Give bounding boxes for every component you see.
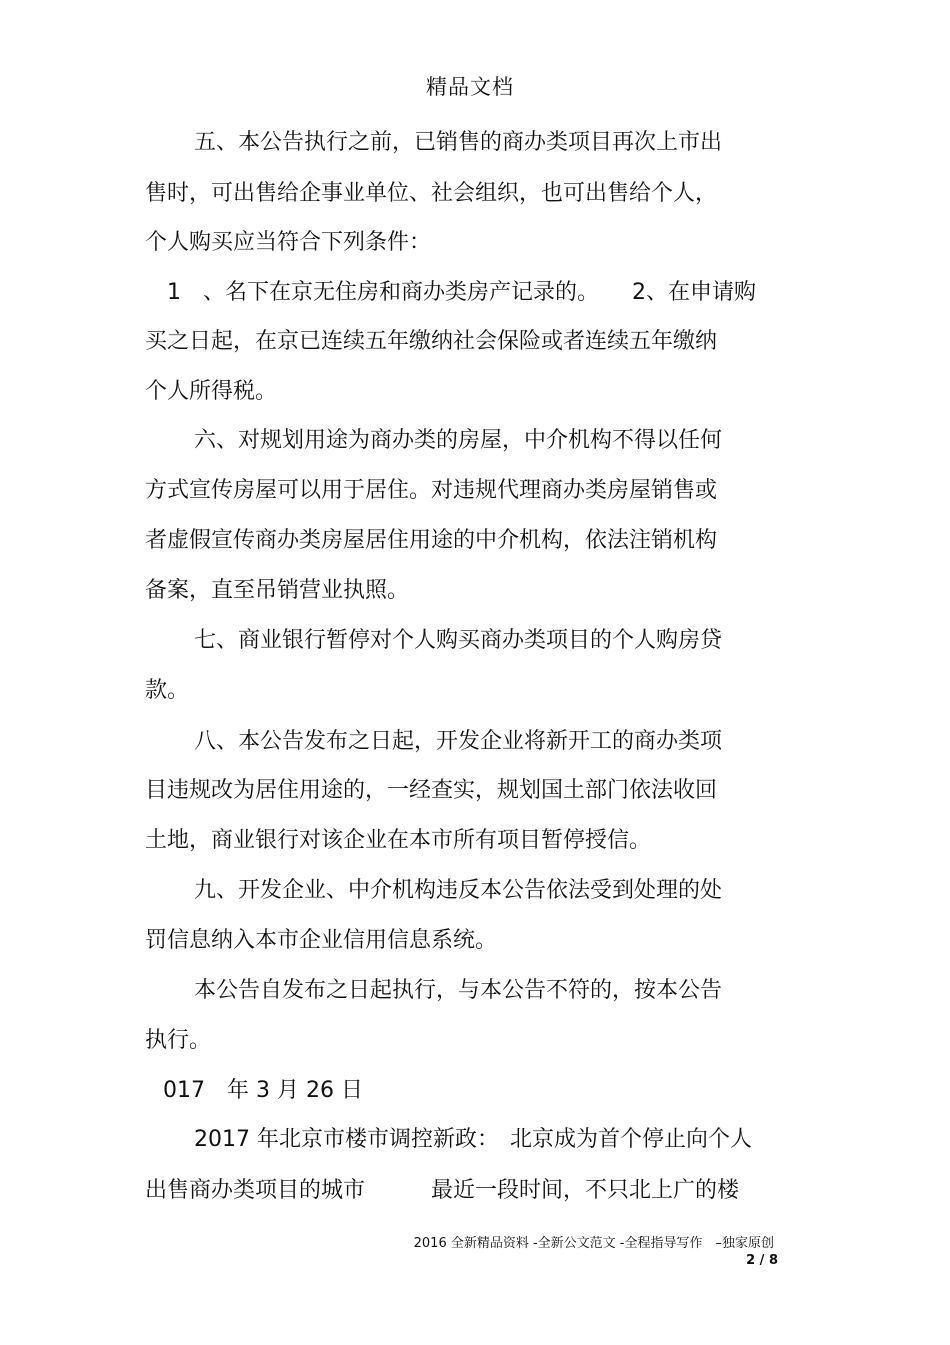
body-line: 备案，直至吊销营业执照。 (145, 578, 410, 603)
body-line: 2017 年北京市楼市调控新政： 北京成为首个停止向个人 (194, 1127, 752, 1152)
date-line: 017 年 3 月 26 日 (163, 1078, 363, 1103)
page-number: 2 / 8 (746, 1253, 778, 1268)
page-header-title: 精品文档 (426, 75, 514, 99)
body-line: 九、开发企业、中介机构违反本公告依法受到处理的处 (194, 878, 723, 903)
body-line: 七、商业银行暂停对个人购买商办类项目的个人购房贷 (194, 628, 723, 653)
body-line: 八、本公告发布之日起，开发企业将新开工的商办类项 (194, 729, 723, 754)
body-line: 买之日起，在京已连续五年缴纳社会保险或者连续五年缴纳 (145, 329, 718, 354)
footer-note: 2016 全新精品资料 -全新公文范文 -全程指导写作 –独家原创 (413, 1236, 774, 1251)
body-line: 土地，商业银行对该企业在本市所有项目暂停授信。 (145, 828, 652, 853)
body-line: 执行。 (145, 1028, 212, 1053)
body-line: 五、本公告执行之前，已销售的商办类项目再次上市出 (194, 130, 723, 155)
body-line: 出售商办类项目的城市 最近一段时间，不只北上广的楼 (145, 1178, 740, 1203)
body-line: 售时，可出售给企事业单位、社会组织，也可出售给个人， (145, 181, 718, 206)
body-line: 个人购买应当符合下列条件： (145, 230, 432, 255)
body-line: 1 、名下在京无住房和商办类房产记录的。 2、在申请购 (167, 280, 756, 305)
body-line: 个人所得税。 (145, 379, 278, 404)
body-line: 六、对规划用途为商办类的房屋，中介机构不得以任何 (194, 428, 723, 453)
body-line: 者虚假宣传商办类房屋居住用途的中介机构，依法注销机构 (145, 528, 718, 553)
body-line: 目违规改为居住用途的，一经查实，规划国土部门依法收回 (145, 778, 718, 803)
body-line: 本公告自发布之日起执行，与本公告不符的，按本公告 (194, 978, 723, 1003)
body-line: 方式宣传房屋可以用于居住。对违规代理商办类房屋销售或 (145, 478, 718, 503)
body-line: 罚信息纳入本市企业信用信息系统。 (145, 928, 498, 953)
body-line: 款。 (145, 678, 190, 703)
